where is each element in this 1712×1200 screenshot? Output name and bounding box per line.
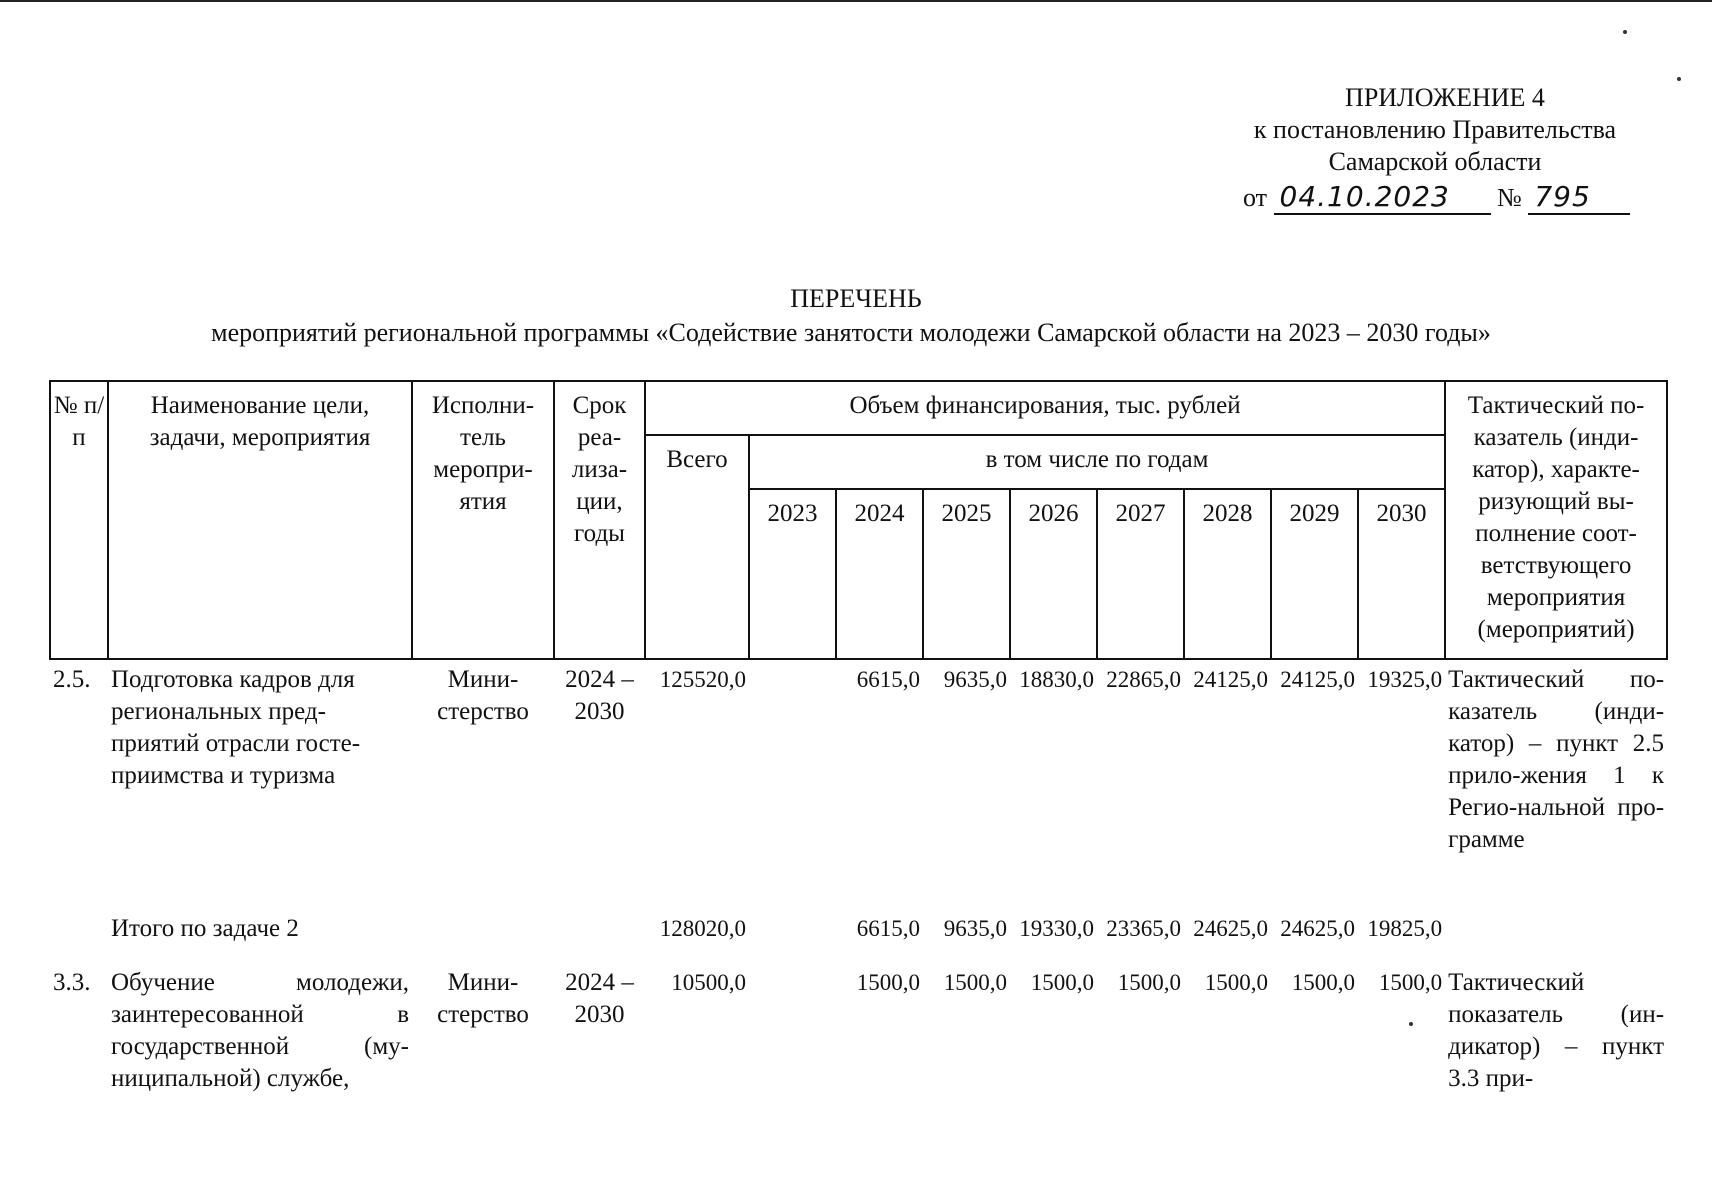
header-year-2023: 2023 bbox=[749, 489, 836, 659]
row-executor: Мини-стерство bbox=[437, 969, 529, 1028]
row-year-2024: 1500,0 bbox=[856, 970, 920, 995]
scan-speck bbox=[1623, 30, 1627, 34]
row-year-2030: 19825,0 bbox=[1367, 916, 1443, 941]
header-year-2027: 2027 bbox=[1097, 489, 1184, 659]
row-year-2028: 24625,0 bbox=[1193, 916, 1268, 941]
table-row-total bbox=[50, 909, 1667, 963]
header-term: Срок реа-лиза-ции, годы bbox=[554, 381, 645, 659]
decree-date-line bbox=[1243, 180, 1630, 215]
appendix-header bbox=[1220, 82, 1650, 178]
row-year-2029: 24625,0 bbox=[1280, 916, 1355, 941]
appendix-title: ПРИЛОЖЕНИЕ 4 bbox=[1345, 83, 1545, 112]
table-row bbox=[50, 659, 1667, 909]
row-name: Обучение молодежи, заинтересованной в государственной (му-ниципальной) службе, bbox=[111, 969, 409, 1092]
table-row bbox=[50, 963, 1667, 1113]
row-num bbox=[50, 909, 108, 963]
row-indicator: Тактический показатель (ин-дикатор) – пункт 3.3 при- bbox=[1448, 969, 1665, 1092]
row-total: 125520,0 bbox=[659, 667, 746, 692]
row-year-2023 bbox=[749, 659, 836, 909]
row-term bbox=[554, 909, 645, 963]
appendix-line-3: Самарской области bbox=[1328, 147, 1542, 176]
row-year-2027: 22865,0 bbox=[1106, 667, 1181, 692]
handwritten-number: 795 bbox=[1528, 180, 1630, 215]
scan-top-edge bbox=[0, 0, 1712, 2]
row-year-2028: 24125,0 bbox=[1193, 667, 1268, 692]
row-name: Итого по задаче 2 bbox=[111, 915, 299, 942]
row-name: Подготовка кадров для региональных пред-приятий отрасли госте-приимства и туризма bbox=[111, 666, 361, 789]
row-year-2028: 1500,0 bbox=[1204, 970, 1268, 995]
header-name: Наименование цели, задачи, мероприятия bbox=[108, 381, 412, 659]
row-year-2023 bbox=[749, 909, 836, 963]
row-year-2027: 23365,0 bbox=[1106, 916, 1181, 941]
row-term: 2024 – 2030 bbox=[565, 666, 634, 725]
document-title-main: ПЕРЕЧЕНЬ bbox=[790, 284, 922, 313]
row-year-2025: 9635,0 bbox=[943, 667, 1007, 692]
number-label: № bbox=[1497, 183, 1522, 212]
row-indicator bbox=[1445, 909, 1667, 963]
row-num: 3.3. bbox=[53, 969, 91, 996]
scan-speck bbox=[1409, 1022, 1413, 1026]
row-year-2024: 6615,0 bbox=[856, 916, 920, 941]
row-indicator: Тактический по-казатель (инди-катор) – пункт 2.5 прило-жения 1 к Регио-нальной про-грамме bbox=[1448, 666, 1665, 853]
scan-speck bbox=[1677, 77, 1681, 81]
header-funding: Объем финансирования, тыс. рублей bbox=[645, 381, 1445, 435]
row-year-2027: 1500,0 bbox=[1117, 970, 1181, 995]
header-year-2024: 2024 bbox=[836, 489, 923, 659]
header-total: Всего bbox=[645, 435, 749, 659]
header-year-2025: 2025 bbox=[923, 489, 1010, 659]
row-year-2026: 1500,0 bbox=[1030, 970, 1094, 995]
row-executor: Мини-стерство bbox=[437, 666, 529, 725]
row-executor bbox=[412, 909, 554, 963]
row-year-2030: 1500,0 bbox=[1378, 970, 1443, 995]
row-year-2026: 18830,0 bbox=[1019, 667, 1094, 692]
row-total: 10500,0 bbox=[671, 970, 746, 995]
header-num: № п/п bbox=[50, 381, 108, 659]
measures-table bbox=[49, 380, 1668, 1113]
row-num: 2.5. bbox=[53, 666, 91, 693]
row-year-2025: 9635,0 bbox=[943, 916, 1007, 941]
row-year-2029: 24125,0 bbox=[1280, 667, 1355, 692]
header-year-2030: 2030 bbox=[1358, 489, 1445, 659]
document-title bbox=[0, 282, 1712, 350]
header-year-2026: 2026 bbox=[1010, 489, 1097, 659]
header-year-2029: 2029 bbox=[1271, 489, 1358, 659]
header-by-years: в том числе по годам bbox=[749, 435, 1445, 489]
row-year-2025: 1500,0 bbox=[943, 970, 1007, 995]
header-year-2028: 2028 bbox=[1184, 489, 1271, 659]
row-year-2024: 6615,0 bbox=[856, 667, 920, 692]
header-indicator: Тактический по-казатель (инди-катор), характе-ризующий вы-полнение соот-ветствующего мероприятия (мероприятий) bbox=[1445, 381, 1667, 659]
from-label: от bbox=[1243, 183, 1268, 212]
handwritten-date: 04.10.2023 bbox=[1274, 180, 1491, 215]
header-executor: Исполни-тель меропри-ятия bbox=[412, 381, 554, 659]
row-year-2023 bbox=[749, 963, 836, 1113]
row-year-2029: 1500,0 bbox=[1291, 970, 1355, 995]
row-term: 2024 – 2030 bbox=[565, 969, 634, 1028]
appendix-line-2: к постановлению Правительства bbox=[1253, 115, 1617, 144]
row-year-2030: 19325,0 bbox=[1367, 667, 1443, 692]
row-year-2026: 19330,0 bbox=[1019, 916, 1094, 941]
document-title-sub: мероприятий региональной программы «Содействие занятости молодежи Самарской области на 2023 – 2030 годы» bbox=[211, 318, 1491, 347]
row-total: 128020,0 bbox=[659, 916, 746, 941]
